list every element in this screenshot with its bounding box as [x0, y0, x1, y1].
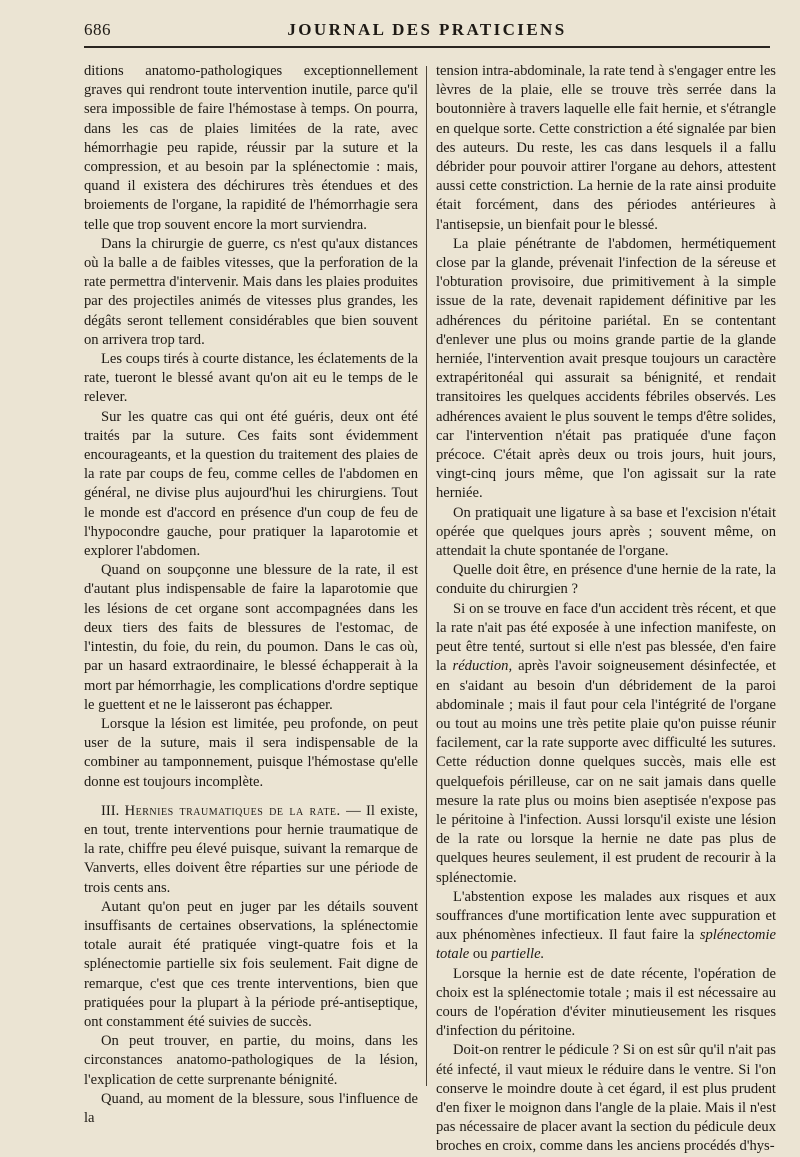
paragraph: La plaie pénétrante de l'abdomen, hermétiquement close par la glande, prévenait l'infection de la séreuse et l'obturation provisoire, due primitivement à la simple issue de la rate, devenait rapidement définitive par les adhérences du péritoine pariétal. En se contentant d'enlever une plus ou moins grande partie de la glande herniée, l'intervention avait presque toujours un caractère extrapéritonéal qui assurait sa bénignité, et rendait transitoires les quelques accidents fébriles observés. Les adhérences avaient le plus souvent le temps d'être solides, car l'intervention n'était pas pratiquée d'une façon précoce. C'était après deux ou trois jours, huit jours, vingt-cinq jours même, que l'on agissait sur la rate herniée.: [436, 235, 776, 502]
section-paragraph: [84, 802, 418, 898]
paragraph: Sur les quatre cas qui ont été guéris, deux ont été traités par la suture. Ces faits sont évidemment encourageants, et la question du traitement des plaies de la rate par coups de feu, comme celles de l'abdomen en général, ne divise plus aujourd'hui les chirurgiens. Tout le monde est d'accord en présence d'un coup de feu de l'hypocondre gauche, pour pratiquer la laparotomie et explorer l'abdomen.: [84, 408, 418, 560]
text-run: Si on se trouve en face d'un accident très récent, et que la rate n'ait pas été exposée à une infection manifeste, on peut être tenté, surtout si elle n'est pas blessée, d'en faire la: [436, 600, 776, 675]
section-heading: Hernies traumatiques de la rate.: [124, 802, 341, 819]
journal-title: JOURNAL DES PRATICIENS: [287, 20, 567, 39]
paragraph: Quelle doit être, en présence d'une hernie de la rate, la conduite du chirurgien ?: [436, 562, 776, 598]
emphasis: splénectomie totale: [436, 927, 776, 963]
paragraph: Quand, au moment de la blessure, sous l'influence de la: [84, 1090, 418, 1126]
paragraph: Autant qu'on peut en juger par les détails souvent insuffisants de certaines observations, la splénectomie totale aurait été pratiquée vingt-quatre fois et la splénectomie partielle six fois seulement. Fait digne de remarque, c'est que ces trente interventions, bien que pratiquées pour la plupart à la période pré-antiseptique, ont constamment été suivies de succès.: [84, 898, 418, 1030]
running-header: [84, 18, 770, 48]
emphasis: réduction,: [452, 658, 513, 675]
left-column: [84, 62, 418, 1126]
paragraph: ditions anatomo-pathologiques exceptionnellement graves qui rendront toute intervention inutile, parce qu'il sera impossible de faire l'hémostase à temps. On pourra, dans les cas de plaies limitées de la rate, avec hémorrhagie peu rapide, réussir par la suture et la compression, et au besoin par la splénectomie : mais, quand il existera des déchirures très étendues et des broiements de l'organe, la rapidité de l'hémorrhagie sera telle que trop souvent encore la mort surviendra.: [84, 63, 418, 233]
paragraph: Doit-on rentrer le pédicule ? Si on est sûr qu'il n'ait pas été infecté, il vaut mieux le réduire dans le ventre. Si l'on conserve le moindre doute à cet égard, il est plus prudent d'en fixer le moignon dans l'angle de la plaie. Mais il n'est pas nécessaire de placer avant la section du pédicule deux broches en croix, comme dans les anciens procédés d'hys-: [436, 1042, 776, 1155]
text-run: ou: [469, 946, 492, 963]
column-divider: [426, 66, 427, 1086]
page-number: 686: [84, 20, 111, 39]
right-column: [436, 62, 776, 1155]
section-number: III.: [101, 802, 120, 819]
emphasis: partielle.: [491, 946, 545, 963]
paragraph: Lorsque la lésion est limitée, peu profonde, on peut user de la suture, mais il sera indispensable de la combiner au tamponnement, puisque l'hémostase qu'elle donne est toujours incomplète.: [84, 715, 418, 790]
paragraph: Quand on soupçonne une blessure de la rate, il est d'autant plus indispensable de faire la laparotomie que les lésions de cet organe sont accompagnées dans les deux tiers des faits de blessures de l'estomac, de l'intestin, du foie, du rein, du poumon. Dans le cas où, par un hasard extraordinaire, le blessé échapperait à la mort par hémorrhagie, les complications d'ordre septique le guettent et ne le laisseront pas échapper.: [84, 562, 418, 713]
text-run: L'abstention expose les malades aux risques et aux souffrances d'une mortification lente avec suppuration et aux phénomènes infectieux. Il faut faire la: [436, 888, 776, 944]
paragraph: Lorsque la hernie est de date récente, l'opération de choix est la splénectomie totale ; mais il est nécessaire au cours de l'opération d'éviter minutieusement les risques d'infection du péritoine.: [436, 965, 776, 1040]
section-text: — Il existe, en tout, trente interventions pour hernie traumatique de la rate, chiffre peu élevé puisque, suivant la remarque de Vanverts, elles doivent être réparties sur une période de trois cents ans.: [84, 802, 418, 896]
paragraph: On pratiquait une ligature à sa base et l'excision n'était opérée que quelques jours après ; souvent même, on attendait la chute spontanée de l'organe.: [436, 504, 776, 560]
text-run: après l'avoir soigneusement désinfectée, et en s'aidant au besoin d'un débridement de la paroi abdominale ; mais il faut pour cela l'intégrité de l'organe ou tout au moins une très petite plaie qu'on puisse réunir facilement, car la rate supporte avec difficulté les sutures. Cette réduction donne quelques succès, mais elle est quelquefois périlleuse, car on ne sait jamais dans quelle mesure la rate plus ou moins bien aseptisée n'expose pas le péritoine à l'infection. Aussi lorsqu'il existe une lésion de la rate ou lorsque la hernie ne date pas plus de quelques heures seulement, il est prudent de recourir à la splénectomie.: [436, 658, 776, 886]
paragraph: Les coups tirés à courte distance, les éclatements de la rate, tueront le blessé avant qu'on ait eu le temps de le relever.: [84, 351, 418, 406]
paragraph: [436, 888, 776, 965]
paragraph: tension intra-abdominale, la rate tend à s'engager entre les lèvres de la plaie, elle se trouve très serrée dans la boutonnière à travers laquelle elle fait hernie, et s'étrangle en quelque sorte. Cette constriction a été signalée par bien des auteurs. Du reste, les cas dans lesquels il a fallu débrider pour pouvoir attirer l'organe au dehors, attestent aussi cette constriction. La hernie de la rate ainsi produite était forcément, dans des périodes antérieures à l'antisepsie, un bienfait pour le blessé.: [436, 63, 776, 233]
paragraph: On peut trouver, en partie, du moins, dans les circonstances anatomo-pathologiques de la lésion, l'explication de cette surprenante bénignité.: [84, 1033, 418, 1088]
paragraph: Dans la chirurgie de guerre, cs n'est qu'aux distances où la balle a de faibles vitesses, que la perforation de la rate permettra d'intervenir. Mais dans les plaies produites par des projectiles animés de vitesses plus grandes, les dégâts seront tellement considérables que bien souvent on arrivera trop tard.: [84, 235, 418, 348]
paragraph: [436, 600, 776, 888]
